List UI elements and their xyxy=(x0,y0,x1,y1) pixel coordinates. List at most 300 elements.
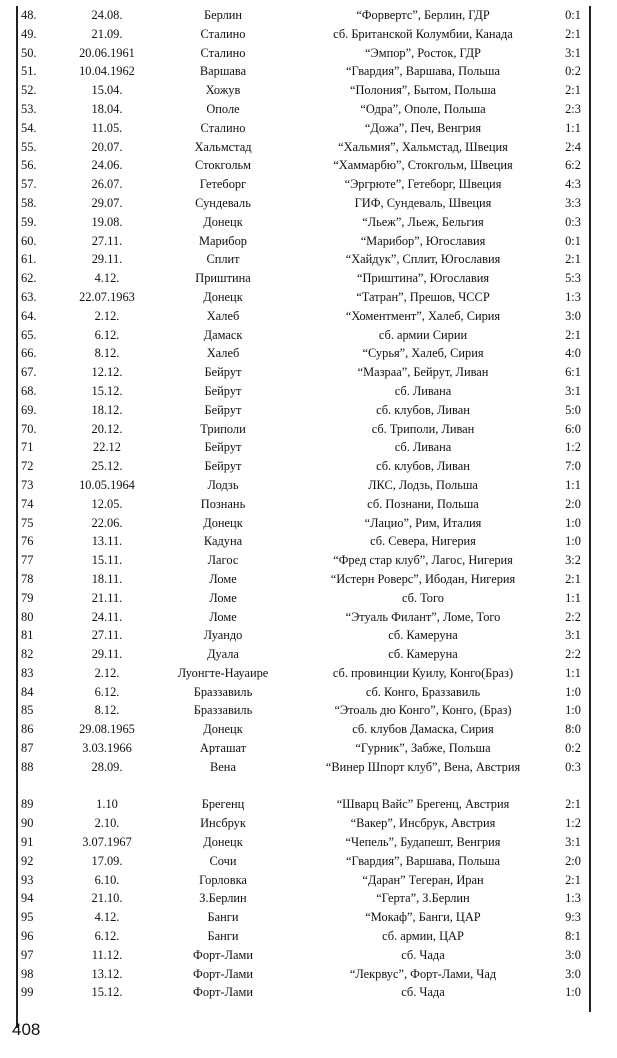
match-number: 49. xyxy=(21,26,37,41)
match-opponent: сб. Конго, Браззавиль xyxy=(365,684,481,699)
match-opponent: “Сурья”, Халеб, Сирия xyxy=(362,346,484,361)
table-row xyxy=(18,795,588,814)
table-row xyxy=(18,495,588,514)
match-date: 12.05. xyxy=(91,496,123,511)
table-row xyxy=(18,138,588,157)
match-date: 18.12. xyxy=(91,402,123,417)
match-number: 82 xyxy=(21,647,34,662)
match-opponent: “Льеж”, Льеж, Бельгия xyxy=(362,214,484,229)
table-row xyxy=(18,307,588,326)
match-date: 28.09. xyxy=(91,759,123,774)
match-score: 8:1 xyxy=(565,929,581,944)
match-city: Берлин xyxy=(203,8,243,22)
match-number: 98 xyxy=(21,966,34,981)
match-city: Форт-Лами xyxy=(193,966,253,981)
match-city: Ломе xyxy=(209,609,237,624)
match-city: З.Берлин xyxy=(199,891,247,906)
match-opponent: “Мокаф”, Банги, ЦАР xyxy=(365,910,481,925)
match-number: 48. xyxy=(21,8,37,22)
match-date: 29.11. xyxy=(91,252,123,267)
match-number: 68. xyxy=(21,383,37,398)
match-score: 0:3 xyxy=(565,214,581,229)
match-number: 59. xyxy=(21,214,37,229)
match-opponent: “Приштина”, Югославия xyxy=(356,271,490,286)
match-date: 18.04. xyxy=(91,101,123,116)
match-city: Арташат xyxy=(199,741,247,756)
match-score: 2:1 xyxy=(565,26,581,41)
match-city: Браззавиль xyxy=(193,703,253,718)
match-opponent: “Хайдук”, Сплит, Югославия xyxy=(345,252,501,267)
table-row xyxy=(18,232,588,251)
match-opponent: сб. Ливана xyxy=(394,440,452,455)
table-row xyxy=(18,814,588,833)
match-number: 97 xyxy=(21,947,34,962)
match-score: 3:3 xyxy=(565,195,581,210)
match-city: Сталино xyxy=(200,26,246,41)
match-opponent: сб. Британской Колумбии, Канада xyxy=(333,26,513,41)
match-city: Хальмстад xyxy=(194,139,252,154)
match-opponent: ГИФ, Сундеваль, Швеция xyxy=(354,195,492,210)
match-date: 20.07. xyxy=(91,139,123,154)
match-opponent: “Этоаль дю Конго”, Конго, (Браз) xyxy=(334,703,512,718)
table-row xyxy=(18,326,588,345)
match-date: 26.07. xyxy=(91,177,123,192)
match-score: 2:4 xyxy=(565,139,581,154)
table-row xyxy=(18,965,588,984)
match-city: Бейрут xyxy=(204,383,242,398)
table-row xyxy=(18,626,588,645)
match-opponent: “Дожа”, Печ, Венгрия xyxy=(364,120,482,135)
table-row xyxy=(18,288,588,307)
match-opponent: “Лацио”, Рим, Италия xyxy=(364,515,482,530)
match-number: 95 xyxy=(21,910,34,925)
match-opponent: “Хоментмент”, Халеб, Сирия xyxy=(345,308,501,323)
table-row xyxy=(18,119,588,138)
match-city: Марибор xyxy=(198,233,248,248)
match-number: 75 xyxy=(21,515,34,530)
match-score: 0:1 xyxy=(565,8,581,22)
match-date: 10.05.1964 xyxy=(79,477,135,492)
match-opponent: “Гвардия”, Варшава, Польша xyxy=(346,853,500,868)
table-row xyxy=(18,401,588,420)
match-city: Ополе xyxy=(206,101,240,116)
match-number: 99 xyxy=(21,985,34,1000)
match-city: Ломе xyxy=(209,590,237,605)
table-row xyxy=(18,457,588,476)
match-city: Лагос xyxy=(207,553,239,568)
match-number: 64. xyxy=(21,308,37,323)
match-score: 0:1 xyxy=(565,233,581,248)
match-city: Брегенц xyxy=(201,797,245,812)
match-number: 54. xyxy=(21,120,37,135)
match-date: 22.12 xyxy=(93,440,121,455)
match-date: 17.09. xyxy=(91,853,123,868)
match-city: Познань xyxy=(200,496,246,511)
match-score: 3:1 xyxy=(565,835,581,850)
match-city: Приштина xyxy=(195,271,251,286)
match-city: Дуала xyxy=(207,647,239,662)
table-row xyxy=(18,833,588,852)
match-date: 29.08.1965 xyxy=(79,722,135,737)
match-city: Кадуна xyxy=(203,534,243,549)
table-row xyxy=(18,645,588,664)
match-city: Браззавиль xyxy=(193,684,253,699)
match-date: 21.11. xyxy=(91,590,123,605)
match-number: 89 xyxy=(21,797,34,812)
match-city: Донецк xyxy=(203,289,243,304)
match-city: Бейрут xyxy=(204,365,242,380)
match-opponent: сб. Чада xyxy=(401,985,445,1000)
match-number: 87 xyxy=(21,741,34,756)
match-score: 1:3 xyxy=(565,891,581,906)
match-score: 0:3 xyxy=(565,759,581,774)
match-number: 74 xyxy=(21,496,34,511)
match-score: 6:2 xyxy=(565,158,581,173)
match-score: 3:1 xyxy=(565,45,581,60)
table-row xyxy=(18,852,588,871)
match-date: 15.12. xyxy=(91,383,123,398)
match-date: 21.09. xyxy=(91,26,123,41)
match-score: 2:0 xyxy=(565,496,581,511)
match-date: 1.10 xyxy=(96,797,118,812)
match-date: 27.11. xyxy=(91,233,123,248)
match-score: 9:3 xyxy=(565,910,581,925)
table-row xyxy=(18,44,588,63)
match-score: 1:0 xyxy=(565,534,581,549)
match-city: Бейрут xyxy=(204,459,242,474)
match-number: 94 xyxy=(21,891,34,906)
match-date: 6.12. xyxy=(94,929,120,944)
match-score: 8:0 xyxy=(565,722,581,737)
match-city: Бейрут xyxy=(204,440,242,455)
table-row xyxy=(18,6,588,25)
match-number: 66. xyxy=(21,346,37,361)
match-number: 72 xyxy=(21,459,34,474)
match-opponent: сб. Ливана xyxy=(394,383,452,398)
match-opponent: сб. клубов, Ливан xyxy=(376,459,470,474)
match-score: 6:1 xyxy=(565,365,581,380)
table-row xyxy=(18,382,588,401)
match-number: 96 xyxy=(21,929,34,944)
table-row xyxy=(18,420,588,439)
table-row xyxy=(18,664,588,683)
match-opponent: “Гурник”, Забже, Польша xyxy=(355,741,491,756)
match-city: Халеб xyxy=(206,308,240,323)
match-score: 1:2 xyxy=(565,816,581,831)
match-number: 79 xyxy=(21,590,34,605)
match-date: 18.11. xyxy=(91,571,123,586)
match-city: Хожув xyxy=(205,83,241,98)
match-score: 2:3 xyxy=(565,101,581,116)
match-opponent: “Хаммарбю”, Стокгольм, Швеция xyxy=(333,158,513,173)
match-city: Луонгте-Науаире xyxy=(177,665,269,680)
match-score: 4:3 xyxy=(565,177,581,192)
table-row xyxy=(18,908,588,927)
table-row xyxy=(18,739,588,758)
match-date: 11.12. xyxy=(91,947,123,962)
match-score: 3:0 xyxy=(565,966,581,981)
match-score: 2:1 xyxy=(565,797,581,812)
match-date: 15.12. xyxy=(91,985,123,1000)
match-number: 93 xyxy=(21,872,34,887)
match-city: Варшава xyxy=(199,64,247,79)
match-date: 15.11. xyxy=(91,553,123,568)
match-date: 24.08. xyxy=(91,8,123,22)
right-margin-rule xyxy=(589,6,591,1012)
match-score: 0:2 xyxy=(565,741,581,756)
match-score: 1:0 xyxy=(565,515,581,530)
match-score: 0:2 xyxy=(565,64,581,79)
match-score: 1:0 xyxy=(565,684,581,699)
match-date: 20.06.1961 xyxy=(79,45,135,60)
match-score: 1:1 xyxy=(565,120,581,135)
match-score: 1:0 xyxy=(565,703,581,718)
match-opponent: “Чепель”, Будапешт, Венгрия xyxy=(345,835,501,850)
match-score: 2:1 xyxy=(565,571,581,586)
match-city: Сундеваль xyxy=(195,195,251,210)
match-opponent: ЛКС, Лодзь, Польша xyxy=(368,477,478,492)
match-opponent: “Одра”, Ополе, Польша xyxy=(360,101,486,116)
match-opponent: сб. Того xyxy=(402,590,444,605)
table-row xyxy=(18,156,588,175)
match-opponent: “Хальмия”, Хальмстад, Швеция xyxy=(338,139,508,154)
match-date: 29.11. xyxy=(91,647,123,662)
match-score: 3:1 xyxy=(565,628,581,643)
match-opponent: “Эмпор”, Росток, ГДР xyxy=(365,45,481,60)
match-date: 13.11. xyxy=(91,534,123,549)
match-opponent: “Шварц Вайс” Брегенц, Австрия xyxy=(336,797,510,812)
match-score: 2:1 xyxy=(565,872,581,887)
match-opponent: “Гвардия”, Варшава, Польша xyxy=(346,64,500,79)
match-city: Ломе xyxy=(209,571,237,586)
match-date: 27.11. xyxy=(91,628,123,643)
match-opponent: “Эргрюте”, Гетеборг, Швеция xyxy=(344,177,502,192)
match-number: 85 xyxy=(21,703,34,718)
match-score: 1:1 xyxy=(565,590,581,605)
match-date: 11.05. xyxy=(91,120,123,135)
match-opponent: “Полония”, Бытом, Польша xyxy=(349,83,497,98)
match-score: 2:1 xyxy=(565,252,581,267)
table-row xyxy=(18,100,588,119)
table-row xyxy=(18,81,588,100)
match-opponent: сб. Познани, Польша xyxy=(367,496,479,511)
match-number: 80 xyxy=(21,609,34,624)
table-row xyxy=(18,62,588,81)
match-opponent: “Татран”, Прешов, ЧССР xyxy=(356,289,490,304)
match-date: 6.12. xyxy=(94,684,120,699)
match-number: 71 xyxy=(21,440,34,455)
table-row xyxy=(18,250,588,269)
match-date: 13.12. xyxy=(91,966,123,981)
table-row xyxy=(18,476,588,495)
match-city: Дамаск xyxy=(203,327,243,342)
match-opponent: “Мазраа”, Бейрут, Ливан xyxy=(357,365,489,380)
match-opponent: сб. Севера, Нигерия xyxy=(370,534,476,549)
match-city: Лодзь xyxy=(207,477,239,492)
match-score: 2:2 xyxy=(565,609,581,624)
match-opponent: сб. Камеруна xyxy=(388,628,458,643)
match-score: 2:2 xyxy=(565,647,581,662)
table-row xyxy=(18,551,588,570)
match-city: Луандо xyxy=(203,628,243,643)
match-opponent: “Этуаль Филант”, Ломе, Того xyxy=(345,609,501,624)
match-score: 5:0 xyxy=(565,402,581,417)
match-score: 3:0 xyxy=(565,308,581,323)
table-row xyxy=(18,269,588,288)
match-date: 24.11. xyxy=(91,609,123,624)
match-opponent: “Герта”, З.Берлин xyxy=(376,891,470,906)
table-row xyxy=(18,213,588,232)
table-row xyxy=(18,175,588,194)
match-number: 69. xyxy=(21,402,37,417)
table-row xyxy=(18,720,588,739)
match-score: 1:3 xyxy=(565,289,581,304)
match-score: 1:2 xyxy=(565,440,581,455)
match-date: 4.12. xyxy=(94,271,120,286)
match-date: 15.04. xyxy=(91,83,123,98)
match-number: 63. xyxy=(21,289,37,304)
match-number: 56. xyxy=(21,158,37,173)
match-city: Донецк xyxy=(203,515,243,530)
match-opponent: сб. Триполи, Ливан xyxy=(371,421,475,436)
match-opponent: сб. Чада xyxy=(401,947,445,962)
match-date: 22.06. xyxy=(91,515,123,530)
match-city: Донецк xyxy=(203,214,243,229)
match-opponent: “Истерн Роверс”, Ибодан, Нигерия xyxy=(330,571,516,586)
match-city: Сплит xyxy=(206,252,240,267)
match-number: 88 xyxy=(21,759,34,774)
match-score: 2:1 xyxy=(565,83,581,98)
match-date: 8.12. xyxy=(94,703,120,718)
match-date: 22.07.1963 xyxy=(79,289,135,304)
match-city: Банги xyxy=(207,929,239,944)
table-row xyxy=(18,927,588,946)
match-date: 19.08. xyxy=(91,214,123,229)
match-city: Триполи xyxy=(200,421,246,436)
table-row xyxy=(18,438,588,457)
match-score: 2:0 xyxy=(565,853,581,868)
match-score: 7:0 xyxy=(565,459,581,474)
match-date: 21.10. xyxy=(91,891,123,906)
match-date: 24.06. xyxy=(91,158,123,173)
match-city: Гетеборг xyxy=(199,177,247,192)
match-city: Форт-Лами xyxy=(193,947,253,962)
match-opponent: сб. провинции Куилу, Конго(Браз) xyxy=(332,665,514,680)
match-date: 20.12. xyxy=(91,421,123,436)
match-date: 2.10. xyxy=(94,816,120,831)
match-score: 5:3 xyxy=(565,271,581,286)
match-city: Стокгольм xyxy=(194,158,252,173)
table-row xyxy=(18,25,588,44)
match-number: 58. xyxy=(21,195,37,210)
match-score: 1:1 xyxy=(565,477,581,492)
match-number: 86 xyxy=(21,722,34,737)
match-opponent: сб. клубов Дамаска, Сирия xyxy=(352,722,494,737)
table-row xyxy=(18,589,588,608)
match-city: Банги xyxy=(207,910,239,925)
match-date: 4.12. xyxy=(94,910,120,925)
match-number: 91 xyxy=(21,835,34,850)
match-number: 61. xyxy=(21,252,37,267)
match-score: 3:0 xyxy=(565,947,581,962)
match-date: 6.12. xyxy=(94,327,120,342)
match-opponent: “Фред стар клуб”, Лагос, Нигерия xyxy=(333,553,513,568)
table-row xyxy=(18,194,588,213)
match-date: 29.07. xyxy=(91,195,123,210)
match-city: Бейрут xyxy=(204,402,242,417)
match-opponent: сб. армии, ЦАР xyxy=(382,929,464,944)
match-city: Донецк xyxy=(203,722,243,737)
match-opponent: сб. армии Сирии xyxy=(378,327,468,342)
match-opponent: “Даран” Тегеран, Иран xyxy=(362,872,484,887)
match-date: 25.12. xyxy=(91,459,123,474)
match-score: 2:1 xyxy=(565,327,581,342)
match-number: 81 xyxy=(21,628,34,643)
match-number: 57. xyxy=(21,177,37,192)
match-opponent: “Марибор”, Югославия xyxy=(360,233,486,248)
match-city: Сочи xyxy=(209,853,237,868)
match-number: 53. xyxy=(21,101,37,116)
table-row xyxy=(18,608,588,627)
match-number: 65. xyxy=(21,327,37,342)
match-score: 3:2 xyxy=(565,553,581,568)
match-city: Донецк xyxy=(203,835,243,850)
match-date: 3.03.1966 xyxy=(82,741,132,756)
table-row xyxy=(18,683,588,702)
match-number: 73 xyxy=(21,477,34,492)
match-city: Сталино xyxy=(200,45,246,60)
match-number: 52. xyxy=(21,83,37,98)
page-number: 408 xyxy=(12,1020,41,1039)
match-number: 92 xyxy=(21,853,34,868)
match-date: 2.12. xyxy=(94,665,120,680)
table-row xyxy=(18,758,588,796)
table-row xyxy=(18,532,588,551)
table-row xyxy=(18,889,588,908)
match-city: Инсбрук xyxy=(200,816,246,831)
match-date: 12.12. xyxy=(91,365,123,380)
table-row xyxy=(18,871,588,890)
match-opponent: “Форвертс”, Берлин, ГДР xyxy=(356,8,490,22)
table-row xyxy=(18,344,588,363)
match-date: 6.10. xyxy=(94,872,120,887)
match-number: 62. xyxy=(21,271,37,286)
match-number: 78 xyxy=(21,571,34,586)
match-date: 2.12. xyxy=(94,308,120,323)
match-number: 51. xyxy=(21,64,37,79)
table-row xyxy=(18,514,588,533)
table-row xyxy=(18,983,588,1002)
match-score: 3:1 xyxy=(565,383,581,398)
match-number: 55. xyxy=(21,139,37,154)
match-number: 67. xyxy=(21,365,37,380)
match-score: 4:0 xyxy=(565,346,581,361)
match-opponent: “Вакер”, Инсбрук, Австрия xyxy=(350,816,496,831)
match-date: 3.07.1967 xyxy=(82,835,132,850)
match-score: 1:0 xyxy=(565,985,581,1000)
table-row xyxy=(18,946,588,965)
match-city: Форт-Лами xyxy=(193,985,253,1000)
match-number: 90 xyxy=(21,816,34,831)
match-number: 60. xyxy=(21,233,37,248)
match-number: 83 xyxy=(21,665,34,680)
match-number: 76 xyxy=(21,534,34,549)
table-row xyxy=(18,363,588,382)
table-row xyxy=(18,570,588,589)
match-city: Сталино xyxy=(200,120,246,135)
match-number: 70. xyxy=(21,421,37,436)
match-number: 77 xyxy=(21,553,34,568)
